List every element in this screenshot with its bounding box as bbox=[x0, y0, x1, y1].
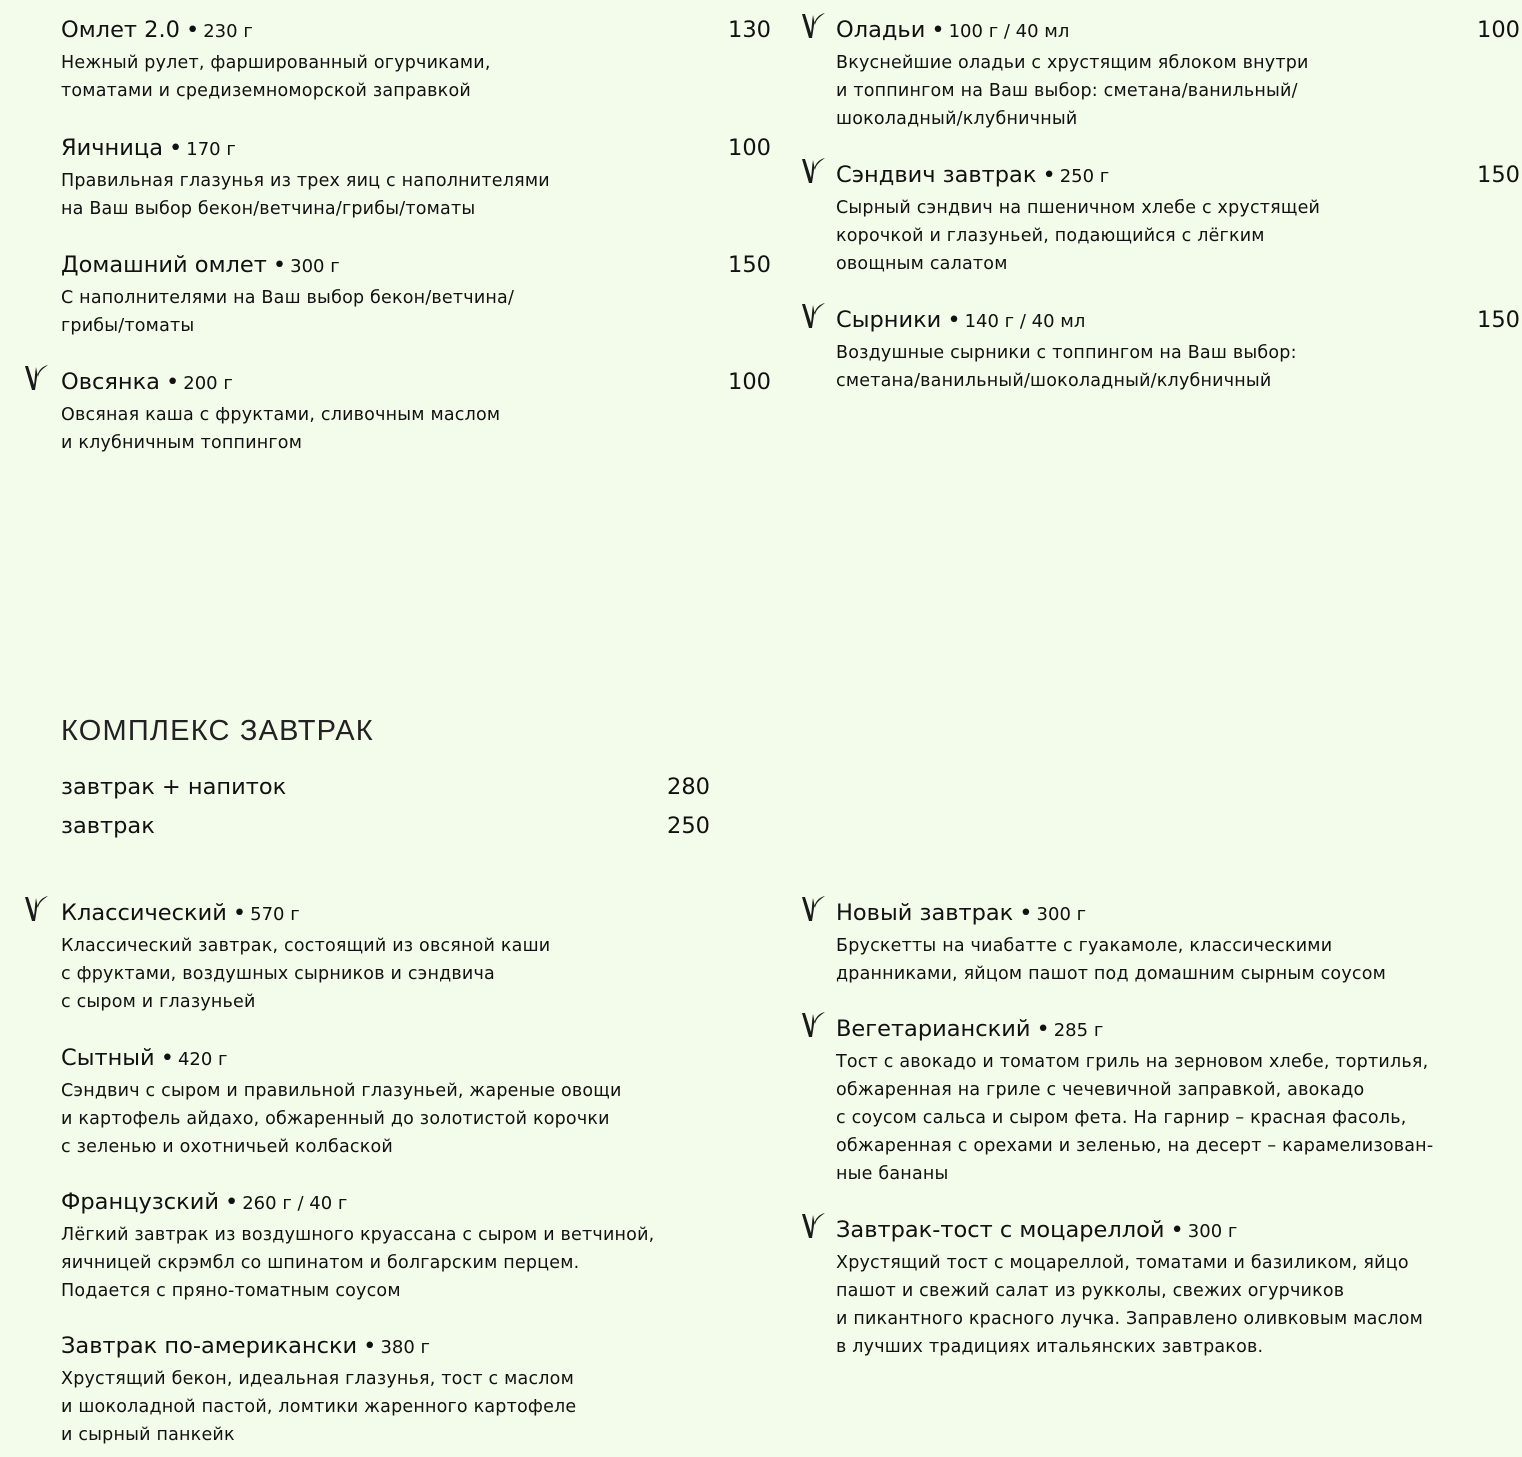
item-description: Сэндвич с сыром и правильной глазуньей, жареные овощи и картофель айдахо, обжаренный до золотистой корочки с зеленью и охотничьей колбаской bbox=[61, 1081, 622, 1157]
item-description: Хрустящий тост с моцареллой, томатами и базиликом, яйцо пашот и свежий салат из рукколы, свежих огурчиков и пикантного красного лучка. Заправлено оливковым маслом в лучших традициях итальянских завтраков. bbox=[836, 1253, 1424, 1357]
item-name: Завтрак-тост с моцареллой bbox=[836, 1217, 1165, 1243]
item-weight: 300 г bbox=[1187, 1221, 1238, 1242]
item-name: Завтрак по-американски bbox=[61, 1333, 358, 1359]
item-price: 100 bbox=[728, 369, 771, 395]
menu-item-vegetarianskiy: Вегетарианский • 285 г Тост с авокадо и томатом гриль на зерновом хлебе, тортилья, обжаренная на гриле с чечевичной заправкой, авокадо с соусом сальса и сыром фета. На гарнир – красная фасоль, обжаренная с орехами и зеленью, на десерт – карамелизован- ные бананы bbox=[836, 1014, 1433, 1188]
leaf-icon bbox=[800, 1010, 826, 1040]
menu-item-syrniki: Сырники • 140 г / 40 мл 150 Воздушные сырники с топпингом на Ваш выбор: сметана/ванильный/шоколадный/клубничный bbox=[836, 305, 1297, 395]
item-name: Омлет 2.0 bbox=[61, 17, 180, 43]
item-price: 100 bbox=[1477, 17, 1520, 43]
menu-item-zavtrak-tost: Завтрак-тост с моцареллой • 300 г Хрустящий тост с моцареллой, томатами и базиликом, яйцо пашот и свежий салат из рукколы, свежих огурчиков и пикантного красного лучка. Заправлено оливковым маслом в лучших традициях итальянских завтраков. bbox=[836, 1215, 1423, 1361]
item-description: Сырный сэндвич на пшеничном хлебе с хрустящей корочкой и глазуньей, подающийся с лёгким овощным салатом bbox=[836, 198, 1321, 274]
menu-item-sytnyy: Сытный • 420 г Сэндвич с сыром и правильной глазуньей, жареные овощи и картофель айдахо, обжаренный до золотистой корочки с зеленью и охотничьей колбаской bbox=[61, 1043, 622, 1161]
item-description: Брускетты на чиабатте с гуакамоле, классическими дранниками, яйцом пашот под домашним сырным соусом bbox=[836, 936, 1387, 984]
item-name: Сэндвич завтрак bbox=[836, 162, 1037, 188]
menu-item-frantsuzskiy: Французский • 260 г / 40 г Лёгкий завтрак из воздушного круассана с сыром и ветчиной, яичницей скрэмбл со шпинатом и болгарским перцем. Подается с пряно-томатным соусом bbox=[61, 1187, 654, 1305]
item-price: 150 bbox=[1477, 162, 1520, 188]
item-name: Новый завтрак bbox=[836, 900, 1014, 926]
combo-row bbox=[61, 772, 710, 804]
item-name: Вегетарианский bbox=[836, 1016, 1031, 1042]
item-price: 100 bbox=[728, 135, 771, 161]
item-price: 130 bbox=[728, 17, 771, 43]
item-name: Сырники bbox=[836, 307, 942, 333]
section-title: КОМПЛЕКС ЗАВТРАК bbox=[61, 715, 374, 747]
item-weight: 100 г / 40 мл bbox=[948, 21, 1070, 42]
item-price: 150 bbox=[1477, 307, 1520, 333]
item-description: Воздушные сырники с топпингом на Ваш выбор: сметана/ванильный/шоколадный/клубничный bbox=[836, 343, 1297, 391]
menu-item-novyy-zavtrak: Новый завтрак • 300 г Брускетты на чиабатте с гуакамоле, классическими дранниками, яйцом пашот под домашним сырным соусом bbox=[836, 898, 1386, 988]
item-description: Вкуснейшие оладьи с хрустящим яблоком внутри и топпингом на Ваш выбор: сметана/ванильный/ шоколадный/клубничный bbox=[836, 53, 1309, 129]
item-description: Правильная глазунья из трех яиц с наполнителями на Ваш выбор бекон/ветчина/грибы/томаты bbox=[61, 171, 550, 219]
item-name: Классический bbox=[61, 900, 227, 926]
combo-price: 280 bbox=[667, 774, 710, 800]
combo-row bbox=[61, 811, 710, 843]
item-name: Оладьи bbox=[836, 17, 926, 43]
item-weight: 570 г bbox=[250, 904, 300, 925]
item-weight: 170 г bbox=[186, 139, 236, 160]
leaf-icon bbox=[23, 363, 49, 393]
item-description: Классический завтрак, состоящий из овсяной каши с фруктами, воздушных сырников и сэндвича с сыром и глазуньей bbox=[61, 936, 551, 1012]
menu-item-ovsyanka: Овсянка • 200 г 100 Овсяная каша с фруктами, сливочным маслом и клубничным топпингом bbox=[61, 367, 500, 457]
item-name: Французский bbox=[61, 1189, 219, 1215]
menu-item-sandwich-zavtrak: Сэндвич завтрак • 250 г 150 Сырный сэндвич на пшеничном хлебе с хрустящей корочкой и глазуньей, подающийся с лёгким овощным салатом bbox=[836, 160, 1320, 278]
leaf-icon bbox=[23, 894, 49, 924]
menu-item-yaichnitsa: Яичница • 170 г 100 Правильная глазунья из трех яиц с наполнителями на Ваш выбор бекон/ветчина/грибы/томаты bbox=[61, 133, 550, 223]
menu-item-domashniy-omlet: Домашний омлет • 300 г 150 С наполнителями на Ваш выбор бекон/ветчина/ грибы/томаты bbox=[61, 250, 514, 340]
item-name: Домашний омлет bbox=[61, 252, 267, 278]
combo-label: завтрак + напиток bbox=[61, 774, 287, 800]
item-name: Яичница bbox=[61, 135, 163, 161]
item-weight: 260 г / 40 г bbox=[242, 1193, 348, 1214]
menu-item-oladi: Оладьи • 100 г / 40 мл 100 Вкуснейшие оладьи с хрустящим яблоком внутри и топпингом на Ваш выбор: сметана/ванильный/ шоколадный/клубничный bbox=[836, 15, 1309, 133]
menu-item-omlet-2: Омлет 2.0 • 230 г 130 Нежный рулет, фаршированный огурчиками, томатами и средиземноморской заправкой bbox=[61, 15, 491, 105]
item-weight: 285 г bbox=[1053, 1020, 1104, 1041]
item-name: Сытный bbox=[61, 1045, 155, 1071]
item-weight: 300 г bbox=[290, 256, 340, 277]
item-weight: 250 г bbox=[1059, 166, 1110, 187]
item-description: Лёгкий завтрак из воздушного круассана с сыром и ветчиной, яичницей скрэмбл со шпинатом и болгарским перцем. Подается с пряно-томатным соусом bbox=[61, 1225, 655, 1301]
item-price: 150 bbox=[728, 252, 771, 278]
combo-label: завтрак bbox=[61, 813, 155, 839]
item-weight: 420 г bbox=[177, 1049, 228, 1070]
item-weight: 380 г bbox=[380, 1337, 430, 1358]
item-description: Хрустящий бекон, идеальная глазунья, тост с маслом и шоколадной пастой, ломтики жаренного картофеле и сырный панкейк bbox=[61, 1369, 577, 1445]
item-weight: 200 г bbox=[183, 373, 233, 394]
item-weight: 140 г / 40 мл bbox=[964, 311, 1086, 332]
item-description: Нежный рулет, фаршированный огурчиками, томатами и средиземноморской заправкой bbox=[61, 53, 491, 101]
item-description: Тост с авокадо и томатом гриль на зерновом хлебе, тортилья, обжаренная на гриле с чечевичной заправкой, авокадо с соусом сальса и сыром фета. На гарнир – красная фасоль, обжаренная с орехами и зеленью, на десерт – карамелизован- ные бананы bbox=[836, 1052, 1434, 1184]
item-weight: 300 г bbox=[1036, 904, 1087, 925]
item-description: С наполнителями на Ваш выбор бекон/ветчина/ грибы/томаты bbox=[61, 288, 515, 336]
item-weight: 230 г bbox=[203, 21, 253, 42]
menu-item-po-amerikanski: Завтрак по-американски • 380 г Хрустящий бекон, идеальная глазунья, тост с маслом и шоколадной пастой, ломтики жаренного картофеле и сырный панкейк bbox=[61, 1331, 576, 1449]
leaf-icon bbox=[800, 156, 826, 186]
item-name: Овсянка bbox=[61, 369, 160, 395]
leaf-icon bbox=[800, 301, 826, 331]
item-description: Овсяная каша с фруктами, сливочным маслом и клубничным топпингом bbox=[61, 405, 501, 453]
menu-item-klassicheskiy: Классический • 570 г Классический завтрак, состоящий из овсяной каши с фруктами, воздушных сырников и сэндвича с сыром и глазуньей bbox=[61, 898, 550, 1016]
leaf-icon bbox=[800, 894, 826, 924]
combo-price: 250 bbox=[667, 813, 710, 839]
leaf-icon bbox=[800, 11, 826, 41]
leaf-icon bbox=[800, 1211, 826, 1241]
